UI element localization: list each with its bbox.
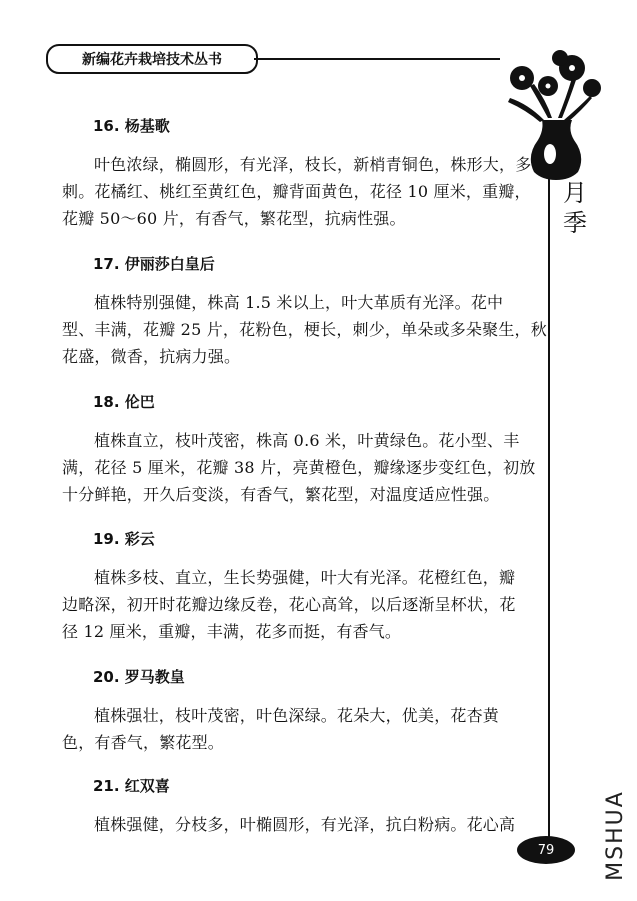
page-number: 79 bbox=[517, 836, 575, 864]
entry-title: 21. 红双喜 bbox=[93, 777, 170, 795]
header-rule bbox=[254, 58, 500, 60]
entry-line: 十分鲜艳，开久后变淡，有香气，繁花型，对温度适应性强。 bbox=[62, 485, 500, 504]
entry-line: 花盛，微香，抗病力强。 bbox=[62, 347, 241, 366]
entry-title: 17. 伊丽莎白皇后 bbox=[93, 255, 215, 273]
entry-title: 16. 杨基歌 bbox=[93, 117, 170, 135]
series-title: 新编花卉栽培技术丛书 bbox=[46, 44, 258, 74]
chapter-tab: 月季 bbox=[563, 179, 587, 237]
entry-line: 刺。花橘红、桃红至黄红色，瓣背面黄色，花径 10 厘米，重瓣， bbox=[62, 182, 531, 201]
watermark-text: MSHUA bbox=[602, 789, 628, 881]
entry-title: 20. 罗马教皇 bbox=[93, 668, 185, 686]
entry-line: 满，花径 5 厘米，花瓣 38 片，亮黄橙色，瓣缘逐步变红色，初放 bbox=[62, 458, 536, 477]
entry-title: 19. 彩云 bbox=[93, 530, 155, 548]
entry-line: 叶色浓绿，椭圆形，有光泽，枝长，新梢青铜色，株形大，多 bbox=[94, 155, 532, 174]
entry-line: 植株特别强健，株高 1.5 米以上，叶大革质有光泽。花中 bbox=[94, 293, 504, 312]
entry-line: 植株直立，枝叶茂密，株高 0.6 米，叶黄绿色。花小型、丰 bbox=[94, 431, 520, 450]
entry-line: 型、丰满，花瓣 25 片，花粉色，梗长，刺少，单朵或多朵聚生，秋 bbox=[62, 320, 547, 339]
entry-line: 色，有香气，繁花型。 bbox=[62, 733, 225, 752]
side-rule bbox=[548, 178, 550, 846]
entry-title: 18. 伦巴 bbox=[93, 393, 155, 411]
entry-line: 边略深，初开时花瓣边缘反卷，花心高耸，以后逐渐呈杯状，花 bbox=[62, 595, 516, 614]
entry-line: 花瓣 50～60 片，有香气，繁花型，抗病性强。 bbox=[62, 209, 406, 228]
entry-line: 植株强壮，枝叶茂密，叶色深绿。花朵大，优美，花杏黄 bbox=[94, 706, 500, 725]
entry-line: 径 12 厘米，重瓣，丰满，花多而挺，有香气。 bbox=[62, 622, 402, 641]
entry-line: 植株强健，分枝多，叶椭圆形，有光泽，抗白粉病。花心高 bbox=[94, 815, 516, 834]
entry-line: 植株多枝、直立，生长势强健，叶大有光泽。花橙红色，瓣 bbox=[94, 568, 516, 587]
watermark bbox=[600, 780, 630, 890]
